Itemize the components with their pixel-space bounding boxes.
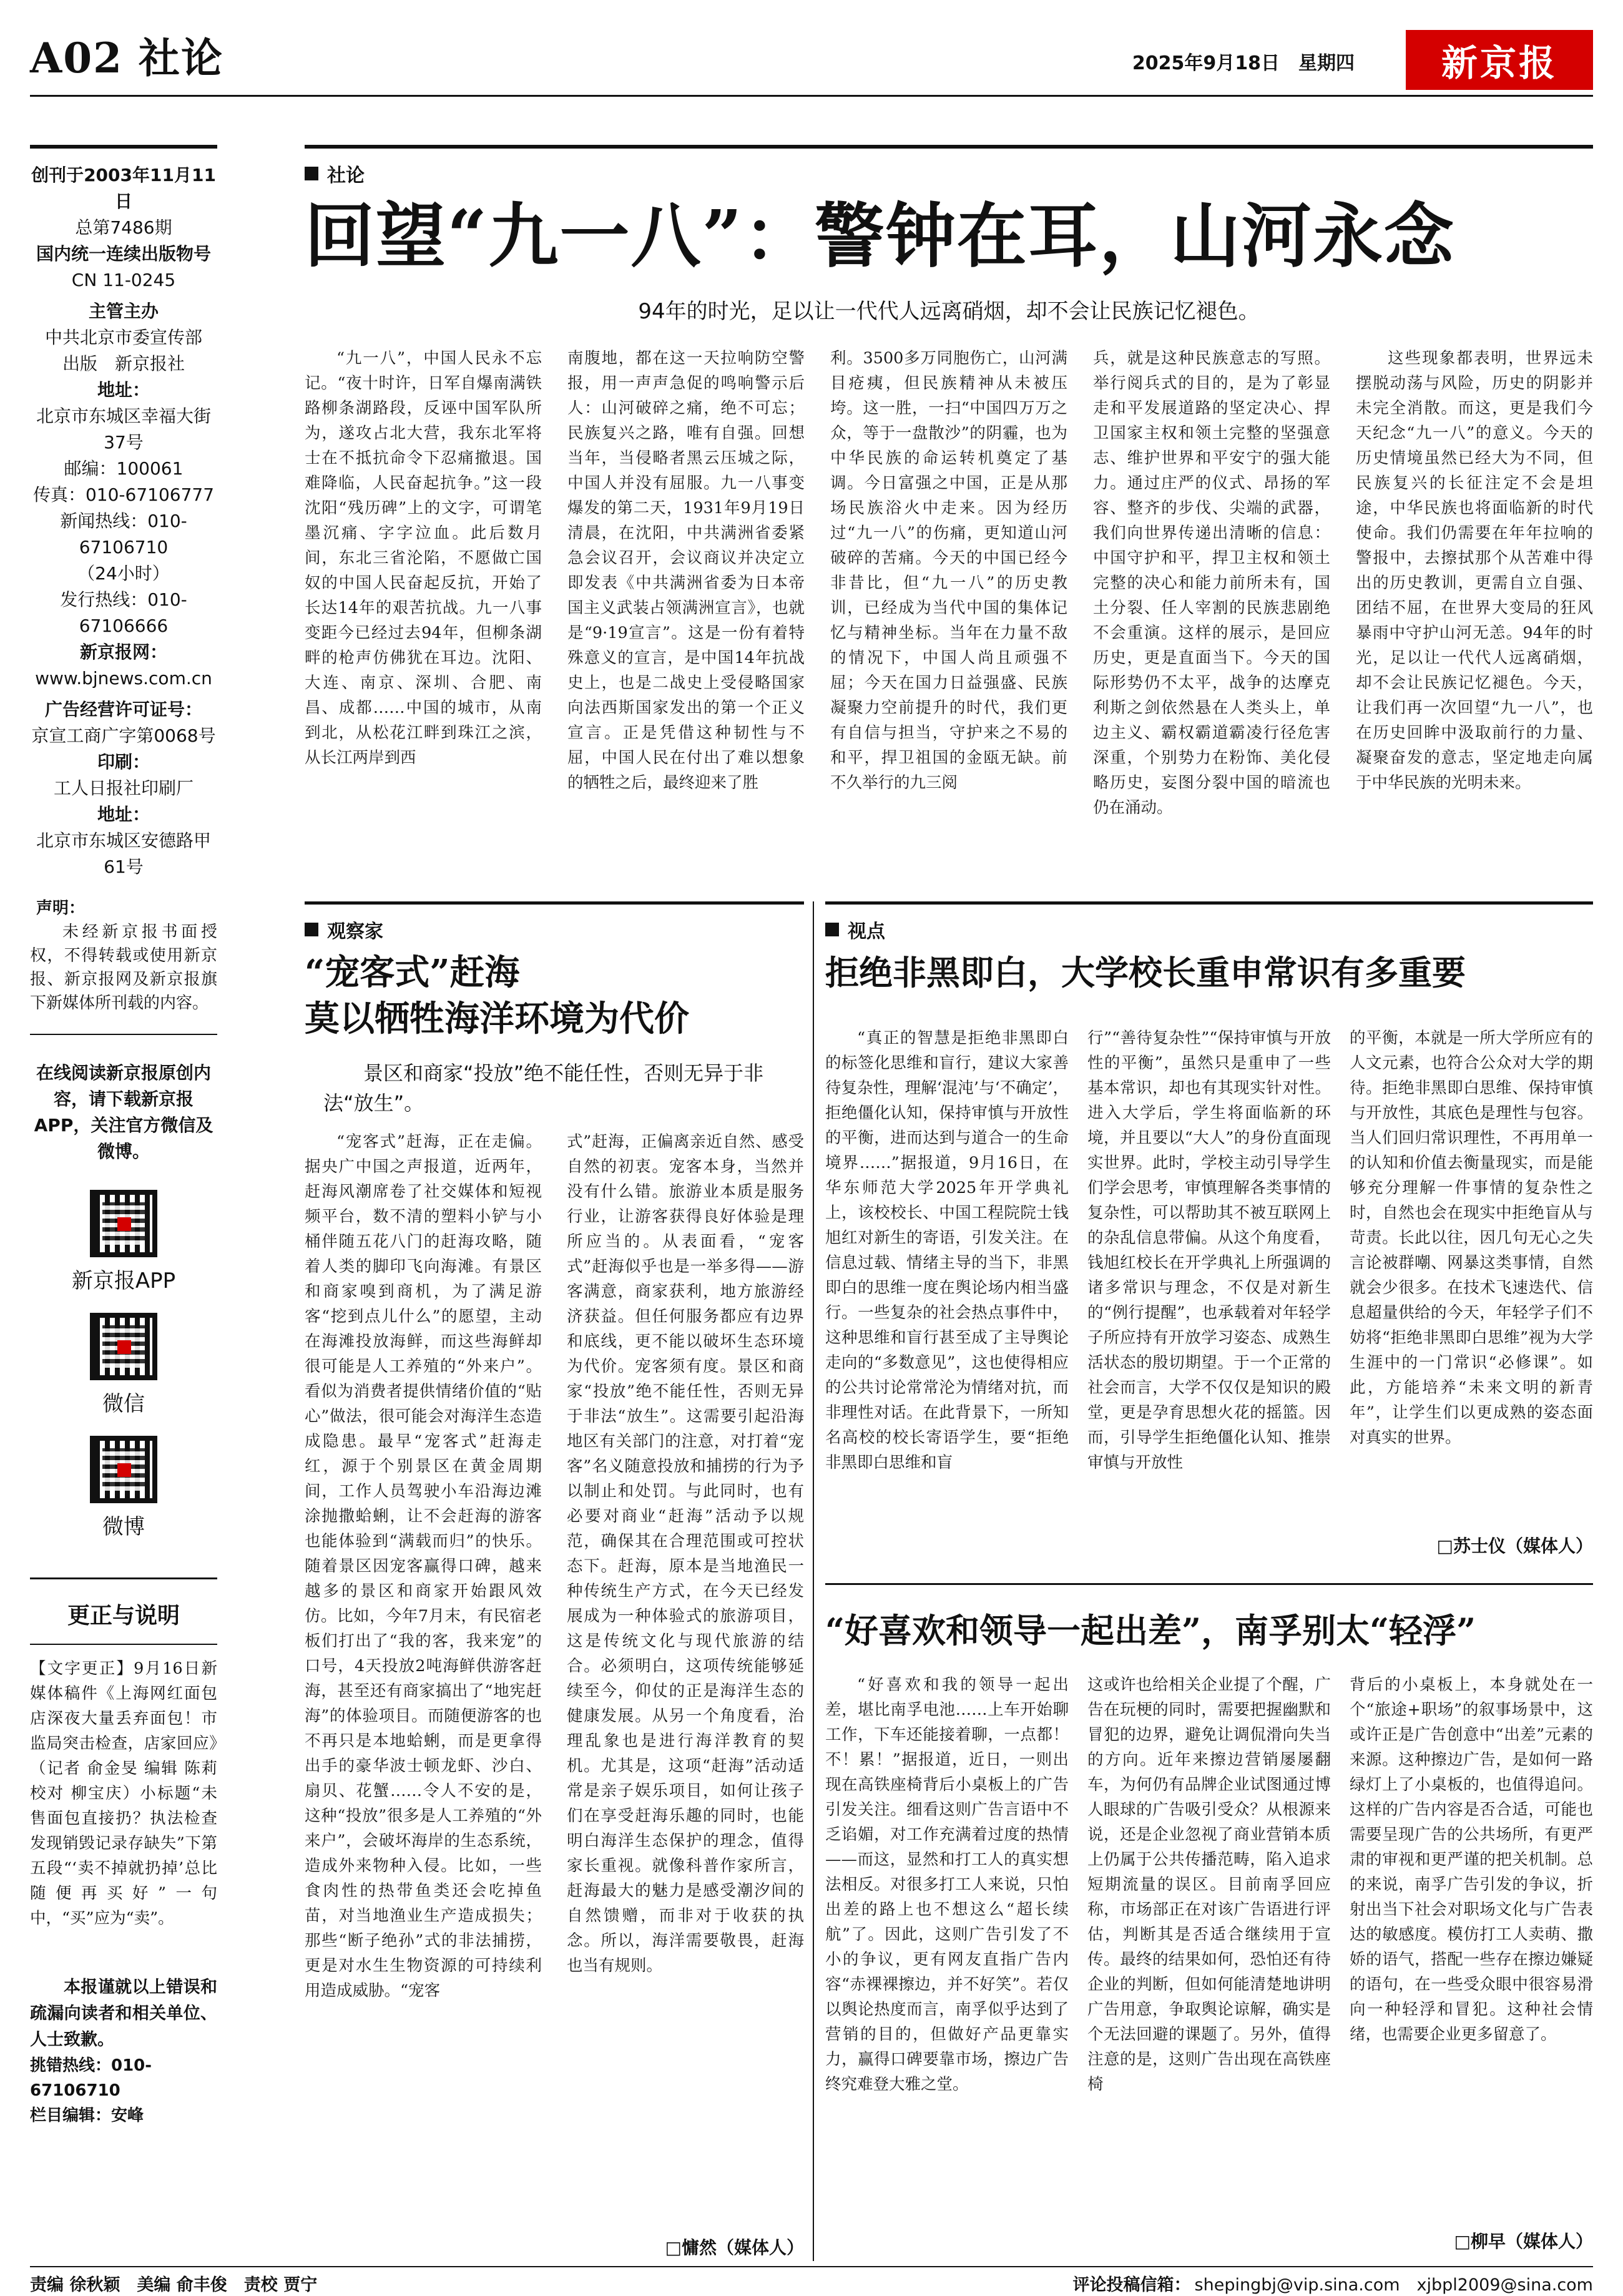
article-column bbox=[305, 346, 542, 878]
square-bullet-icon bbox=[825, 923, 839, 936]
headline: 回望“九一八”：警钟在耳，山河永念 bbox=[305, 195, 1455, 277]
footer-editors: 责编 徐秋颖 美编 俞丰俊 责校 贾宁 bbox=[30, 2275, 318, 2295]
article-column bbox=[1356, 346, 1593, 878]
picking-hotline: 挑错热线：010-67106710 bbox=[30, 2056, 152, 2100]
article-column bbox=[825, 1026, 1069, 1525]
article-column bbox=[567, 1129, 804, 2235]
wechat-logo-icon bbox=[117, 1340, 131, 1354]
column-text: “宠客式”赶海，正在走偏。据央广中国之声报道，近两年，赶海风潮席卷了社交媒体和短视频平台，数不清的塑料小铲与小桶伴随五花八门的赶海攻略，随着人类的脚印飞向海滩。有景区和商家嗅到商机，为了满足游客“挖到点儿什么”的愿望，主动在海滩投放海鲜，而这些海鲜却很可能是人工养殖的“外来户”。看似为消费者提供情绪价值的“贴心”做法，很可能会对海洋生态造成隐患。最早“宠客式”赶海走红，源于个别景区在黄金周期间，工作人员驾驶小车沿海边滩涂抛撒蛤蜊，让不会赶海的游客也能体验到“满载而归”的快乐。随着景区因宠客赢得口碑，越来越多的景区和商家开始跟风效仿。比如，今年7月末，有民宿老板们打出了“我的客，我来宠”的口号，4天投放2吨海鲜供游客赶海，甚至还有商家搞出了“地宪赶海”的体验项目。而随便游客的也不再只是本地蛤蜊，而是更拿得出手的豪华波士顿龙虾、沙白、扇贝、花蟹……令人不安的是，这种“投放”很多是人工养殖的“外来户”，会破坏海岸的生态系统，造成外来物种入侵。比如，一些食肉性的热带鱼类还会吃掉鱼苗，对当地渔业生产造成损失；那些“断子绝孙”式的非法捕捞，更是对水生生物资源的可持续利用造成威胁。“宠客 bbox=[305, 1132, 542, 2000]
column-editor: 栏目编辑：安峰 bbox=[30, 2106, 144, 2125]
info-line: 出版 新京报社 bbox=[62, 353, 185, 374]
footer-rule bbox=[30, 2266, 1593, 2267]
column-text: 式”赶海，正偏离亲近自然、感受自然的初衷。宠客本身，当然并没有什么错。旅游业本质是服务行业，让游客获得良好体验是理所应当的。从表面看，“宠客式”赶海似乎也是一举多得——游客满意，商家获利，地方旅游经济获益。但任何服务都应有边界和底线，更不能以破坏生态环境为代价。宠客须有度。景区和商家“投放”绝不能任性，否则无异于非法“放生”。这需要引起沿海地区有关部门的注意，对打着“宠客”名义随意投放和捕捞的行为予以制止和处罚。与此同时，也有必要对商业“赶海”活动予以规范，确保其在合理范围或可控状态下。赶海，原本是当地渔民一种传统生产方式，在今天已经发展成为一种体验式的旅游项目，这是传统文化与现代旅游的结合。必须明白，这项传统能够延续至今，仰仗的正是海洋生态的健康发展。从另一个角度看，治理乱象也是进行海洋教育的契机。尤其是，这项“赶海”活动适常是亲子娱乐项目，如何让孩子们在享受赶海乐趣的同时，也能明白海洋生态保护的理念，值得家长重视。就像科普作家所言，赶海最大的魅力是感受潮汐间的自然馈赠，而非对于收获的执念。所以，海洋需要敬畏，赶海也当有规则。 bbox=[567, 1132, 804, 1975]
info-line: 北京市东城区幸福大街37号 bbox=[36, 406, 211, 453]
section-tag bbox=[305, 160, 365, 187]
corrections-footer: 本报谨就以上错误和疏漏向读者和相关单位、人士致歉。 bbox=[30, 1978, 217, 2049]
email-addresses[interactable]: shepingbj@vip.sina.com xjbpl2009@sina.com bbox=[1194, 2275, 1593, 2295]
app-logo-icon bbox=[117, 1217, 131, 1231]
info-line: 地址： bbox=[97, 804, 150, 825]
column-text: 兵，就是这种民族意志的写照。举行阅兵式的目的，是为了彰显走和平发展道路的坚定决心、捍卫国家主权和领土完整的坚强意志、维护世界和平安宁的强大能力。通过庄严的仪式、昂扬的军容、整齐的步伐、尖端的武器，我们向世界传递出清晰的信息：中国守护和平，捍卫主权和领土完整的决心和能力前所未有，国土分裂、任人宰割的民族悲剧绝不会重演。这样的展示，是回应历史，更是直面当下。今天的国际形势仍不太平，战争的达摩克利斯之剑依然悬在人类头上，单边主义、霸权霸道霸凌行径危害深重，个别势力在粉饰、美化侵略历史，妄图分裂中国的暗流也仍在涌动。 bbox=[1093, 349, 1330, 817]
column-divider bbox=[813, 901, 814, 2261]
byline: □柳早（媒体人） bbox=[1454, 2231, 1593, 2252]
newspaper-logo: 新京报 bbox=[1406, 30, 1593, 90]
article-title: “宠客式”赶海 bbox=[305, 952, 520, 993]
app-qr-code[interactable] bbox=[90, 1190, 157, 1257]
publication-info bbox=[30, 149, 217, 880]
byline: □苏士仪（媒体人） bbox=[1436, 1536, 1593, 1556]
info-line: www.bjnews.com.cn bbox=[35, 668, 212, 689]
article-title: “好喜欢和领导一起出差”，南孚别太“轻浮” bbox=[825, 1611, 1476, 1651]
article-column bbox=[830, 346, 1067, 878]
sidebar-divider bbox=[30, 1644, 217, 1645]
statement bbox=[30, 896, 217, 1015]
qr-wechat-group bbox=[90, 1313, 157, 1417]
info-line: 新京报网： bbox=[79, 642, 167, 662]
info-line: 京宣工商广字第0068号 bbox=[31, 725, 216, 746]
article-column bbox=[1087, 1672, 1331, 2222]
info-line: 邮编：100061 bbox=[64, 458, 184, 479]
article-title: 莫以牺牲海洋环境为代价 bbox=[305, 998, 689, 1039]
sidebar-divider bbox=[30, 1034, 217, 1035]
footer-contact bbox=[1073, 2271, 1593, 2295]
opinion-article-advert bbox=[825, 1583, 1593, 2261]
section-tag bbox=[825, 916, 885, 943]
article-column bbox=[305, 1129, 542, 2235]
section-name: 社论 bbox=[327, 165, 365, 187]
section-tag bbox=[305, 916, 383, 943]
article-column bbox=[1350, 1672, 1593, 2222]
info-line: 工人日报社印刷厂 bbox=[53, 778, 194, 798]
info-line: 传真：010-67106777 bbox=[32, 484, 215, 505]
column-text: 这些现象都表明，世界远未摆脱动荡与风险，历史的阴影并未完全消散。而这，更是我们今天纪念“九一八”的意义。今天的历史情境虽然已经大为不同，但民族复兴的长征注定不会是坦途，中华民族也将面临新的时代使命。我们仍需要在年年拉响的警报中，去擦拭那个从苦难中得出的历史教训，更需自立自强、团结不屈，在世界大变局的狂风暴雨中守护山河无恙。94年的时光，足以让一代代人远离硝烟，却不会让民族记忆褪色。今天，让我们再一次回望“九一八”，也在历史回眸中汲取前行的力量、凝聚奋发的意志，坚定地走向属于中华民族的光明未来。 bbox=[1356, 349, 1593, 792]
info-line: 地址： bbox=[97, 380, 150, 400]
info-line: 国内统一连续出版物号 bbox=[36, 243, 211, 264]
info-line: 新闻热线：010-67106710 bbox=[60, 511, 187, 557]
weibo-qr-code[interactable] bbox=[90, 1436, 157, 1503]
lead-editorial bbox=[305, 145, 1593, 894]
column-text: 背后的小桌板上，本身就处在一个“旅途+职场”的叙事场景中，这或许正是广告创意中“出差”元素的来源。这种擦边广告，是如何一路绿灯上了小桌板的，也值得追问。这样的广告内容是否合适，可能也需要呈现广告的公共场所，有更严肃的审视和更严谨的把关机制。总的来说，南孚广告引发的争议，折射出当下社会对职场文化与广告表达的敏感度。模仿打工人卖萌、撒娇的语气，搭配一些存在擦边嫌疑的语句，在一些受众眼中很容易滑向一种轻浮和冒犯。这种社会情绪，也需要企业更多留意了。 bbox=[1350, 1675, 1593, 2044]
qr-label: 微博 bbox=[102, 1514, 145, 1539]
qr-label: 新京报APP bbox=[71, 1268, 176, 1293]
column-text: “九一八”，中国人民永不忘记。“夜十时许，日军自爆南满铁路柳条湖路段，反诬中国军队所为，遂攻占北大营，我东北军将士在不抵抗命令下忍痛撤退。国难降临，人民奋起抗争。”这一段沈阳“残历碑”上的文字，可谓笔墨沉痛、字字泣血。此后数月间，东北三省沦陷，不愿做亡国奴的中国人民奋起反抗，开始了长达14年的艰苦抗战。九一八事变距今已经过去94年，但柳条湖畔的枪声仿佛犹在耳边。沈阳、大连、南京、深圳、合肥、南昌、成都……中国的城市，从南到北，从松花江畔到珠江之滨，从长江两岸到西 bbox=[305, 349, 542, 767]
article-column bbox=[1093, 346, 1330, 878]
article-title: 拒绝非黑即白，大学校长重申常识有多重要 bbox=[825, 953, 1466, 993]
qr-label: 微信 bbox=[102, 1391, 145, 1416]
statement-title: 声明： bbox=[36, 899, 86, 918]
issue-date: 2025年9月18日 星期四 bbox=[1132, 52, 1355, 74]
wechat-qr-code[interactable] bbox=[90, 1313, 157, 1380]
byline: □慵然（媒体人） bbox=[665, 2237, 804, 2258]
section-name: 视点 bbox=[848, 921, 885, 943]
info-line: 发行热线：010-67106666 bbox=[60, 589, 187, 636]
info-line: 总第7486期 bbox=[75, 217, 172, 238]
column-text: 的平衡，本就是一所大学所应有的人文元素，也符合公众对大学的期待。拒绝非黑即白思维、保持审慎与开放性，其底色是理性与包容。当人们回归常识理性，不再用单一的认知和价值去衡量现实，而是能够充分理解一件事情的复杂性之时，自然也会在现实中拒绝盲从与苛责。长此以往，因几句无心之失言论被群嘲、网暴这类事情，自然就会少很多。在技术飞速迭代、信息超量供给的今天，年轻学子们不妨将“拒绝非黑即白思维”视为大学生涯中的一门常识“必修课”。如此，方能培养“未来文明的新青年”，让学生们以更成熟的姿态面对真实的世界。 bbox=[1350, 1029, 1593, 1447]
app-promo: 在线阅读新京报原创内容，请下载新京报APP，关注官方微信及微博。 bbox=[34, 1062, 213, 1162]
square-bullet-icon bbox=[305, 923, 318, 936]
column-text: 行”“善待复杂性”“保持审慎与开放性的平衡”，虽然只是重申了一些基本常识，却也有其现实针对性。进入大学后，学生将面临新的环境，并且要以“大人”的身份直面现实世界。此时，学校主动引导学生们学会思考，审慎理解各类事情的复杂性，可以帮助其不被互联网上的杂乱信息带偏。从这个角度看，钱旭红校长在开学典礼上所强调的诸多常识与理念，不仅是对新生的“例行提醒”，也承载着对年轻学子所应持有开放学习姿态、成熟生活状态的殷切期望。于一个正常的社会而言，大学不仅仅是知识的殿堂，更是孕育思想火花的摇篮。因而，引导学生拒绝僵化认知、推崇审慎与开放性 bbox=[1087, 1029, 1331, 1472]
column-text: 利。3500多万同胞伤亡，山河满目疮痍，但民族精神从未被压垮。这一胜，一扫“中国四万万之众，等于一盘散沙”的阴霾，也为中华民族的命运转机奠定了基调。今日富强之中国，正是从那场民族浴火中走来。因为经历过“九一八”的伤痛，更知道山河破碎的苦痛。今天的中国已经今非昔比，但“九一八”的历史教训，已经成为当代中国的集体记忆与精神坐标。当年在力量不敌的情况下，中国人尚且顽强不屈；今天在国力日益强盛、民族凝聚力空前提升的时代，我们更有自信与担当，守护来之不易的和平，捍卫祖国的金瓯无缺。前不久举行的九三阅 bbox=[830, 349, 1067, 792]
weibo-logo-icon bbox=[117, 1463, 131, 1477]
corrections-text: 【文字更正】9月16日新媒体稿件《上海网红面包店深夜大量丢弃面包！市监局突击检查，店家回应》（记者 俞金旻 编辑 陈莉 校对 柳宝庆）小标题“未售面包直接扔？执法检查发现销毁记录存缺失”下第五段“‘卖不掉就扔掉’总比随便再买好”一句中，“买”应为“卖”。 bbox=[30, 1659, 217, 1928]
info-line: 广告经营许可证号： bbox=[44, 699, 202, 720]
section-name: 观察家 bbox=[327, 921, 383, 943]
column-text: “真正的智慧是拒绝非黑即白的标签化思维和盲行，建议大家善待复杂性，理解‘混沌’与‘不确定’，拒绝僵化认知，保持审慎与开放性的平衡，进而达到与道合一的生命境界……”据报道，9月16日，在华东师范大学2025年开学典礼上，该校校长、中国工程院院士钱旭红对新生的寄语，引发关注。在信息过载、情绪主导的当下，非黑即白的思维一度在舆论场内相当盛行。一些复杂的社会热点事件中，这种思维和盲行甚至成了主导舆论走向的“多数意见”，这也使得相应的公共讨论常常沦为情绪对抗，而非理性对话。在此背景下，一所知名高校的校长寄语学生，要“拒绝非黑即白思维和盲 bbox=[825, 1029, 1069, 1472]
article-column bbox=[567, 346, 805, 878]
info-line: 北京市东城区安德路甲61号 bbox=[36, 830, 211, 877]
statement-text: 未经新京报书面授权，不得转载或使用新京报、新京报网及新京报旗下新媒体所刊载的内容。 bbox=[30, 923, 217, 1013]
info-line: （24小时） bbox=[77, 563, 170, 584]
column-text: 南腹地，都在这一天拉响防空警报，用一声声急促的鸣响警示后人：山河破碎之痛，绝不可忘；民族复兴之路，唯有自强。回想当年，当侵略者黑云压城之际，中国人并没有屈服。九一八事变爆发的第二天，1931年9月19日清晨，在沈阳，中共满洲省委紧急会议召开，会议商议并决定立即发表《中共满洲省委为日本帝国主义武装占领满洲宣言》，也就是“9·19宣言”。这是一份有着特殊意义的宣言，是中国14年抗战史上，也是二战史上受侵略国家向法西斯国家发出的第一个正义宣言。正是凭借这种韧性与不屈，中国人民在付出了难以想象的牺牲之后，最终迎来了胜 bbox=[567, 349, 805, 792]
corrections-title: 更正与说明 bbox=[67, 1603, 180, 1629]
qr-app-group bbox=[72, 1190, 175, 1294]
info-line: 创刊于2003年11月11日 bbox=[31, 165, 216, 212]
header-rule bbox=[30, 95, 1593, 97]
opinion-article-seafood bbox=[305, 901, 804, 2261]
column-text: 这或许也给相关企业提了个醒，广告在玩梗的同时，需要把握幽默和冒犯的边界，避免让调侃滑向失当的方向。近年来擦边营销屡屡翻车，为何仍有品牌企业试图通过博人眼球的广告吸引受众？从根源来说，还是企业忽视了商业营销本质上仍属于公共传播范畴，陷入追求短期流量的误区。目前南孚回应称，市场部正在对该广告语进行评估，判断其是否适合继续用于宣传。最终的结果如何，恐怕还有待企业的判断，但如何能清楚地讲明广告用意，争取舆论谅解，确实是个无法回避的课题了。另外，值得注意的是，这则广告出现在高铁座椅 bbox=[1087, 1675, 1331, 2094]
qr-block bbox=[30, 1190, 217, 1540]
info-line: 中共北京市委宣传部 bbox=[44, 327, 202, 348]
article-column bbox=[1350, 1026, 1593, 1525]
info-line: 印刷： bbox=[97, 752, 150, 772]
info-line: 主管主办 bbox=[88, 301, 159, 321]
qr-weibo-group bbox=[90, 1436, 157, 1540]
sidebar-divider bbox=[30, 1577, 217, 1579]
article-column bbox=[825, 1672, 1069, 2222]
info-line: CN 11-0245 bbox=[71, 270, 176, 290]
article-subtitle: 景区和商家“投放”绝不能任性，否则无异于非法“放生”。 bbox=[323, 1061, 764, 1115]
email-label: 评论投稿信箱： bbox=[1072, 2275, 1191, 2295]
column-text: “好喜欢和我的领导一起出差，堪比南孚电池……上车开始聊工作，下车还能接着聊，一点都！不！累！”据报道，近日，一则出现在高铁座椅背后小桌板上的广告引发关注。细看这则广告言语中不乏谄媚，对工作充满着过度的热情——而这，显然和打工人的真实想法相反。对很多打工人来说，只怕出差的路上也不想这么“超长续航”了。因此，这则广告引发了不小的争议，更有网友直指广告内容“赤裸裸擦边，并不好笑”。若仅以舆论热度而言，南孚似乎达到了营销的目的，但做好产品更靠实力，赢得口碑要靠市场，擦边广告终究难登大雅之堂。 bbox=[825, 1675, 1069, 2094]
article-column bbox=[1087, 1026, 1331, 1525]
page-label: A02 社论 bbox=[30, 34, 224, 82]
square-bullet-icon bbox=[305, 167, 318, 180]
sidebar bbox=[30, 145, 217, 2261]
subtitle: 94年的时光，足以让一代代人远离硝烟，却不会让民族记忆褪色。 bbox=[638, 299, 1260, 324]
opinion-article-university bbox=[825, 901, 1593, 1563]
